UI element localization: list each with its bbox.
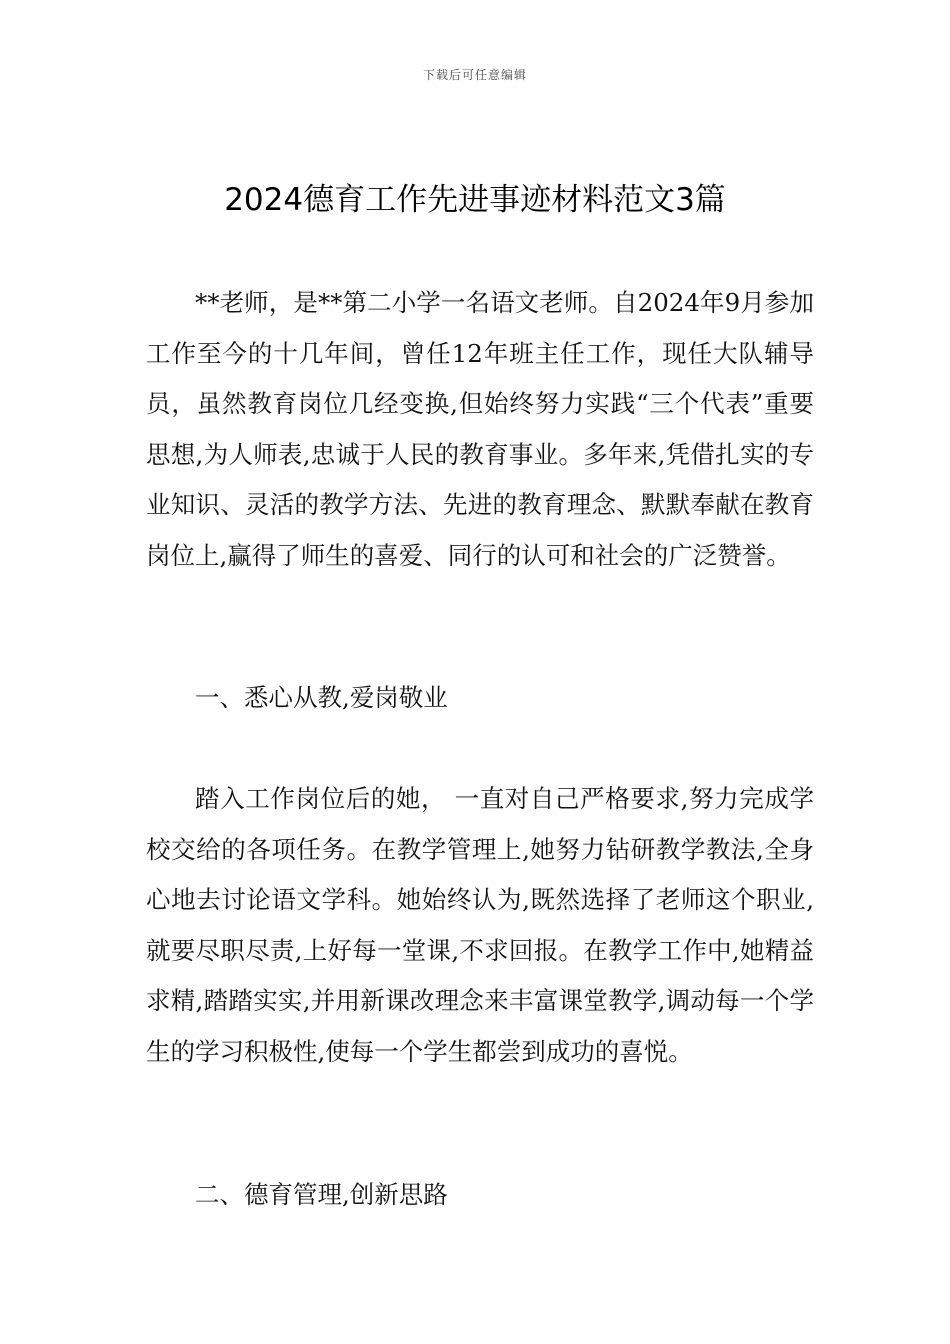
body-paragraph-1: **老师，是**第二小学一名语文老师。自2024年9月参加工作至今的十几年间，曾任12年班主任工作，现任大队辅导员，虽然教育岗位几经变换,但始终努力实践“三个代表”重要思想,为人师表,忠诚于人民的教育事业。多年来,凭借扎实的专业知识、灵活的教学方法、先进的教育理念、默默奉献在教育岗位上,赢得了师生的喜爱、同行的认可和社会的广泛赞誉。 (146, 288, 814, 570)
header-note: 下载后可任意编辑 (422, 68, 527, 82)
document-title: 2024德育工作先进事迹材料范文3篇 (224, 182, 726, 218)
section-heading-2: 二、德育管理,创新思路 (195, 1180, 448, 1209)
section-heading-1: 一、悉心从教,爱岗敬业 (195, 683, 448, 712)
body-paragraph-2: 踏入工作岗位后的她， 一直对自己严格要求,努力完成学校交给的各项任务。在教学管理上,她努力钻研教学教法,全身心地去讨论语文学科。她始终认为,既然选择了老师这个职业,就要尽职尽责,上好每一堂课,不求回报。在教学工作中,她精益求精,踏踏实实,并用新课改理念来丰富课堂教学,调动每一个学生的学习积极性,使每一个学生都尝到成功的喜悦。 (146, 784, 814, 1066)
